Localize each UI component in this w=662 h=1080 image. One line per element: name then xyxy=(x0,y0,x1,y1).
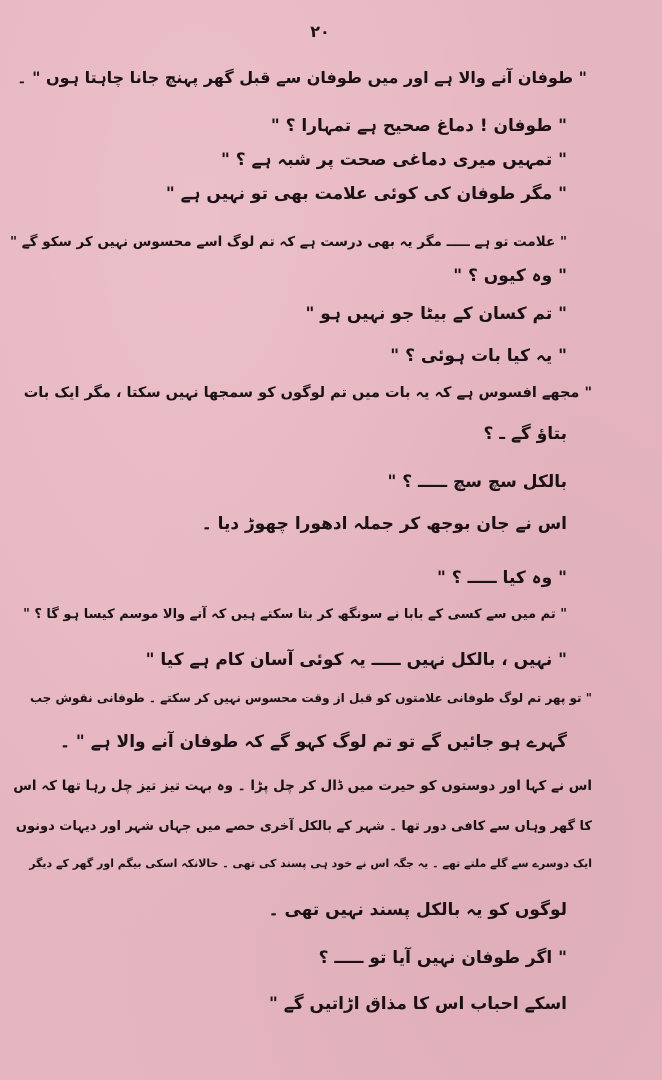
text-line-19: کا گھر وہاں سے کافی دور تھا ۔ شہر کے بالکل آخری حصے میں جہاں شہر اور دیہات دونوں xyxy=(15,819,592,834)
text-line-13: " وہ کیا ـــــ ؟ " xyxy=(437,568,567,588)
text-line-1: " طوفان آنے والا ہے اور میں طوفان سے قبل گھر پہنچ جانا چاہتا ہوں " ۔ xyxy=(17,68,587,87)
page-number: ۲۰ xyxy=(310,22,330,41)
text-line-4: " مگر طوفان کی کوئی علامت بھی تو نہیں ہے " xyxy=(165,184,567,204)
text-line-18: اس نے کہا اور دوستوں کو حیرت میں ڈال کر چل پڑا ۔ وہ بہت تیز تیز چل رہا تھا کہ اس xyxy=(13,778,592,794)
text-line-23: اسکے احباب اس کا مذاق اڑاتیں گے " xyxy=(269,994,567,1014)
text-line-7: " تم کسان کے بیٹا جو نہیں ہو " xyxy=(305,304,567,324)
text-line-5: " علامت تو ہے ـــــ مگر یہ بھی درست ہے کہ تم لوگ اسے محسوس نہیں کر سکو گے " xyxy=(10,234,567,250)
text-line-12: اس نے جان بوجھ کر جملہ ادھورا چھوڑ دیا ۔ xyxy=(201,514,567,534)
text-line-3: " تمہیں میری دماغی صحت پر شبہ ہے ؟ " xyxy=(220,150,567,170)
text-line-22: " اگر طوفان نہیں آیا تو ـــــ ؟ xyxy=(318,948,567,968)
text-line-17: گہرے ہو جائیں گے تو تم لوگ کہو گے کہ طوفان آنے والا ہے " ۔ xyxy=(60,732,567,752)
text-line-10: بتاؤ گے ـ ؟ xyxy=(483,424,567,444)
text-line-11: بالکل سچ سچ ـــــ ؟ " xyxy=(387,472,567,492)
text-line-16: " تو پھر تم لوگ طوفانی علامتوں کو قبل از وقت محسوس نہیں کر سکتے ۔ طوفانی نقوش جب xyxy=(29,691,592,705)
text-line-14: " تم میں سے کسی کے بابا نے سونگھ کر بتا سکتے ہیں کہ آنے والا موسم کیسا ہو گا ؟ " xyxy=(23,607,567,622)
text-line-15: " نہیں ، بالکل نہیں ـــــ یہ کوئی آسان کام ہے کیا " xyxy=(145,650,567,670)
text-line-20: ایک دوسرے سے گلے ملتے تھے ۔ یہ جگہ اس نے خود ہی پسند کی تھی ۔ حالانکہ اسکی بیگم اور گھر کے دیگر xyxy=(29,857,592,870)
text-line-6: " وہ کیوں ؟ " xyxy=(453,266,567,286)
text-line-8: " یہ کیا بات ہوئی ؟ " xyxy=(390,346,567,366)
text-line-9: " مجھے افسوس ہے کہ یہ بات میں تم لوگوں کو سمجھا نہیں سکتا ، مگر ایک بات xyxy=(23,385,592,401)
text-line-2: " طوفان ! دماغ صحیح ہے تمہارا ؟ " xyxy=(270,116,567,136)
text-line-21: لوگوں کو یہ بالکل پسند نہیں تھی ۔ xyxy=(268,900,567,920)
